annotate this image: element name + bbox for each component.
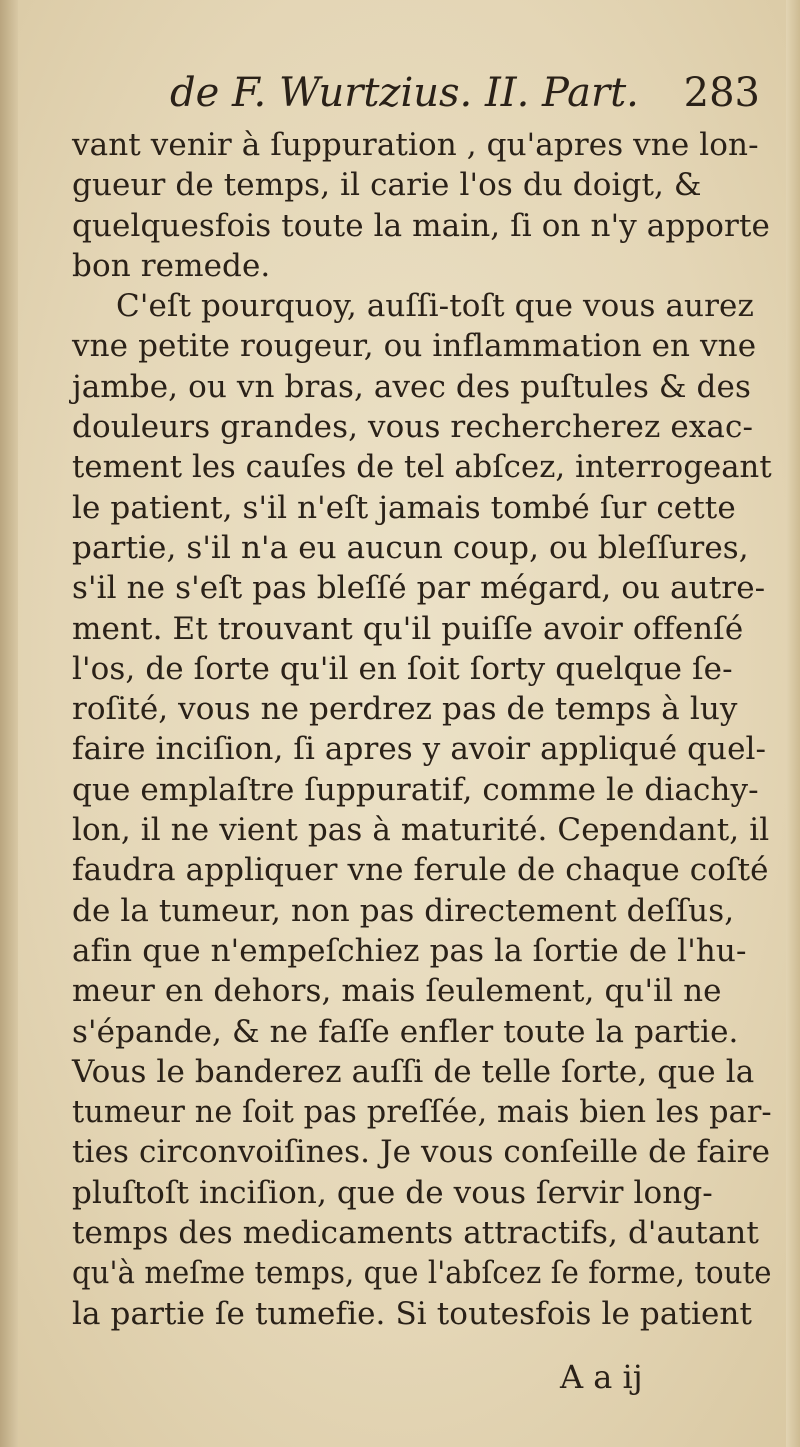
text-line: pluſtoſt inciſion, que de vous ſervir long-	[72, 1174, 713, 1211]
text-line: bon remede.	[72, 247, 271, 284]
text-line: quelquesfois toute la main, ſi on n'y apporte	[72, 207, 770, 244]
text-line: douleurs grandes, vous rechercherez exac-	[72, 409, 754, 446]
text-line: meur en dehors, mais ſeulement, qu'il ne	[72, 973, 722, 1010]
text-line: afin que n'empeſchiez pas la ſortie de l'hu-	[72, 932, 747, 969]
page-right-edge	[786, 0, 800, 1447]
text-line: ment. Et trouvant qu'il puiſſe avoir offenſé	[72, 610, 744, 647]
text-line: jambe, ou vn bras, avec des puſtules & des	[72, 368, 751, 405]
page-header	[170, 70, 760, 120]
text-line: roſité, vous ne perdrez pas de temps à luy	[72, 691, 738, 728]
text-line: s'il ne s'eſt pas bleſſé par mégard, ou autre-	[72, 570, 766, 607]
signature-mark: A a ij	[560, 1358, 643, 1396]
page-left-edge	[0, 0, 18, 1447]
text-line: tement les cauſes de tel abſcez, interrogeant	[72, 449, 772, 486]
text-line: faudra appliquer vne ferule de chaque coſté	[72, 852, 769, 889]
text-line: la partie ſe tumefie. Si toutesfois le patient	[72, 1295, 753, 1332]
text-line: vne petite rougeur, ou inflammation en vne	[72, 328, 757, 365]
text-line: que emplaſtre ſuppuratif, comme le diachy-	[72, 771, 759, 808]
text-line: gueur de temps, il carie l'os du doigt, &	[72, 167, 702, 204]
text-line: qu'à meſme temps, que l'abſcez ſe forme, toute	[72, 1255, 772, 1292]
text-line: partie, s'il n'a eu aucun coup, ou bleſſures,	[72, 529, 749, 566]
text-line: lon, il ne vient pas à maturité. Cependant, il	[72, 812, 770, 849]
text-line: faire inciſion, ſi apres y avoir appliqué quel-	[72, 731, 767, 768]
text-line: temps des medicaments attractifs, d'autant	[72, 1215, 759, 1252]
page-number: 283	[683, 70, 760, 116]
text-line: vant venir à ſuppuration , qu'apres vne lon-	[72, 127, 759, 163]
text-line: tumeur ne ſoit pas preſſée, mais bien les par-	[72, 1094, 772, 1131]
running-title: de F. Wurtzius. II. Part.	[170, 70, 639, 116]
body-text	[72, 125, 772, 1334]
text-line: de la tumeur, non pas directement deſſus,	[72, 892, 735, 929]
text-line: l'os, de ſorte qu'il en ſoit ſorty quelque ſe-	[72, 650, 733, 687]
text-line: C'eſt pourquoy, auſſi-toſt que vous aurez	[116, 288, 754, 325]
text-line: s'épande, & ne faſſe enfler toute la partie.	[72, 1013, 739, 1050]
text-line: ties circonvoiſines. Je vous conſeille de faire	[72, 1134, 771, 1171]
text-line: le patient, s'il n'eſt jamais tombé ſur cette	[72, 489, 736, 526]
text-line: Vous le banderez auſſi de telle ſorte, que la	[72, 1053, 755, 1090]
